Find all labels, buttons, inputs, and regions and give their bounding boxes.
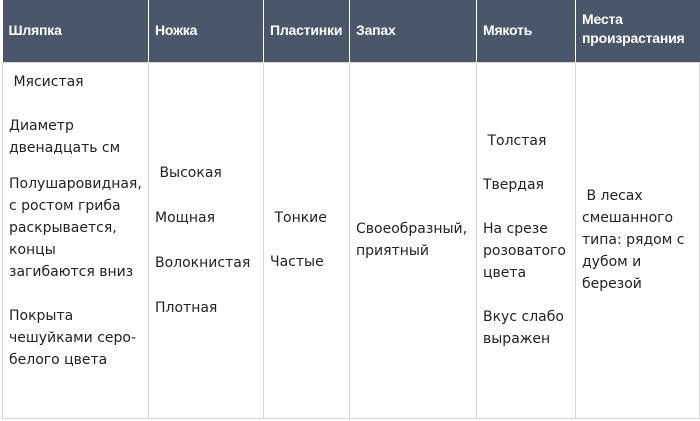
cap-text-4: Покрыта чешуйками серо-белого цвета	[9, 307, 137, 368]
table-header-row	[3, 0, 700, 62]
header-habitat: Места произрастания	[576, 0, 700, 62]
stem-text-1: Высокая	[155, 164, 222, 181]
stem-text-3: Волокнистая	[155, 254, 251, 271]
cell-stem	[149, 62, 264, 418]
cell-cap	[3, 62, 149, 418]
header-cap: Шляпка	[3, 0, 149, 62]
gills-text-1: Тонкие	[270, 210, 327, 226]
cap-text-1: Мясистая	[9, 73, 84, 90]
header-smell: Запах	[350, 0, 477, 62]
flesh-text-2: Твердая	[483, 177, 544, 193]
habitat-text-1: В лесах смешанного типа: рядом с дубом и березой	[582, 188, 689, 292]
gills-text-2: Частые	[270, 254, 324, 270]
header-stem: Ножка	[149, 0, 264, 62]
header-flesh: Мякоть	[477, 0, 576, 62]
cell-gills	[264, 62, 350, 418]
header-gills: Пластинки	[264, 0, 350, 62]
stem-text-4: Плотная	[155, 299, 218, 316]
table-row	[3, 62, 700, 418]
mushroom-table-wrapper	[2, 0, 699, 418]
stem-text-2: Мощная	[155, 209, 215, 226]
flesh-text-1: Толстая	[483, 133, 547, 149]
flesh-text-4: Вкус слабо выражен	[483, 309, 564, 347]
smell-text-1: Своеобразный, приятный	[356, 221, 468, 259]
cap-text-3: Полушаровидная, с ростом гриба раскрывается, концы загибаются вниз	[9, 175, 142, 280]
cell-flesh	[477, 62, 576, 418]
flesh-text-3: На срезе розоватого цвета	[483, 221, 566, 281]
cell-smell	[350, 62, 477, 418]
mushroom-description-table	[2, 0, 700, 419]
cell-habitat	[576, 62, 700, 418]
cap-text-2: Диаметр двенадцать см	[9, 117, 121, 156]
